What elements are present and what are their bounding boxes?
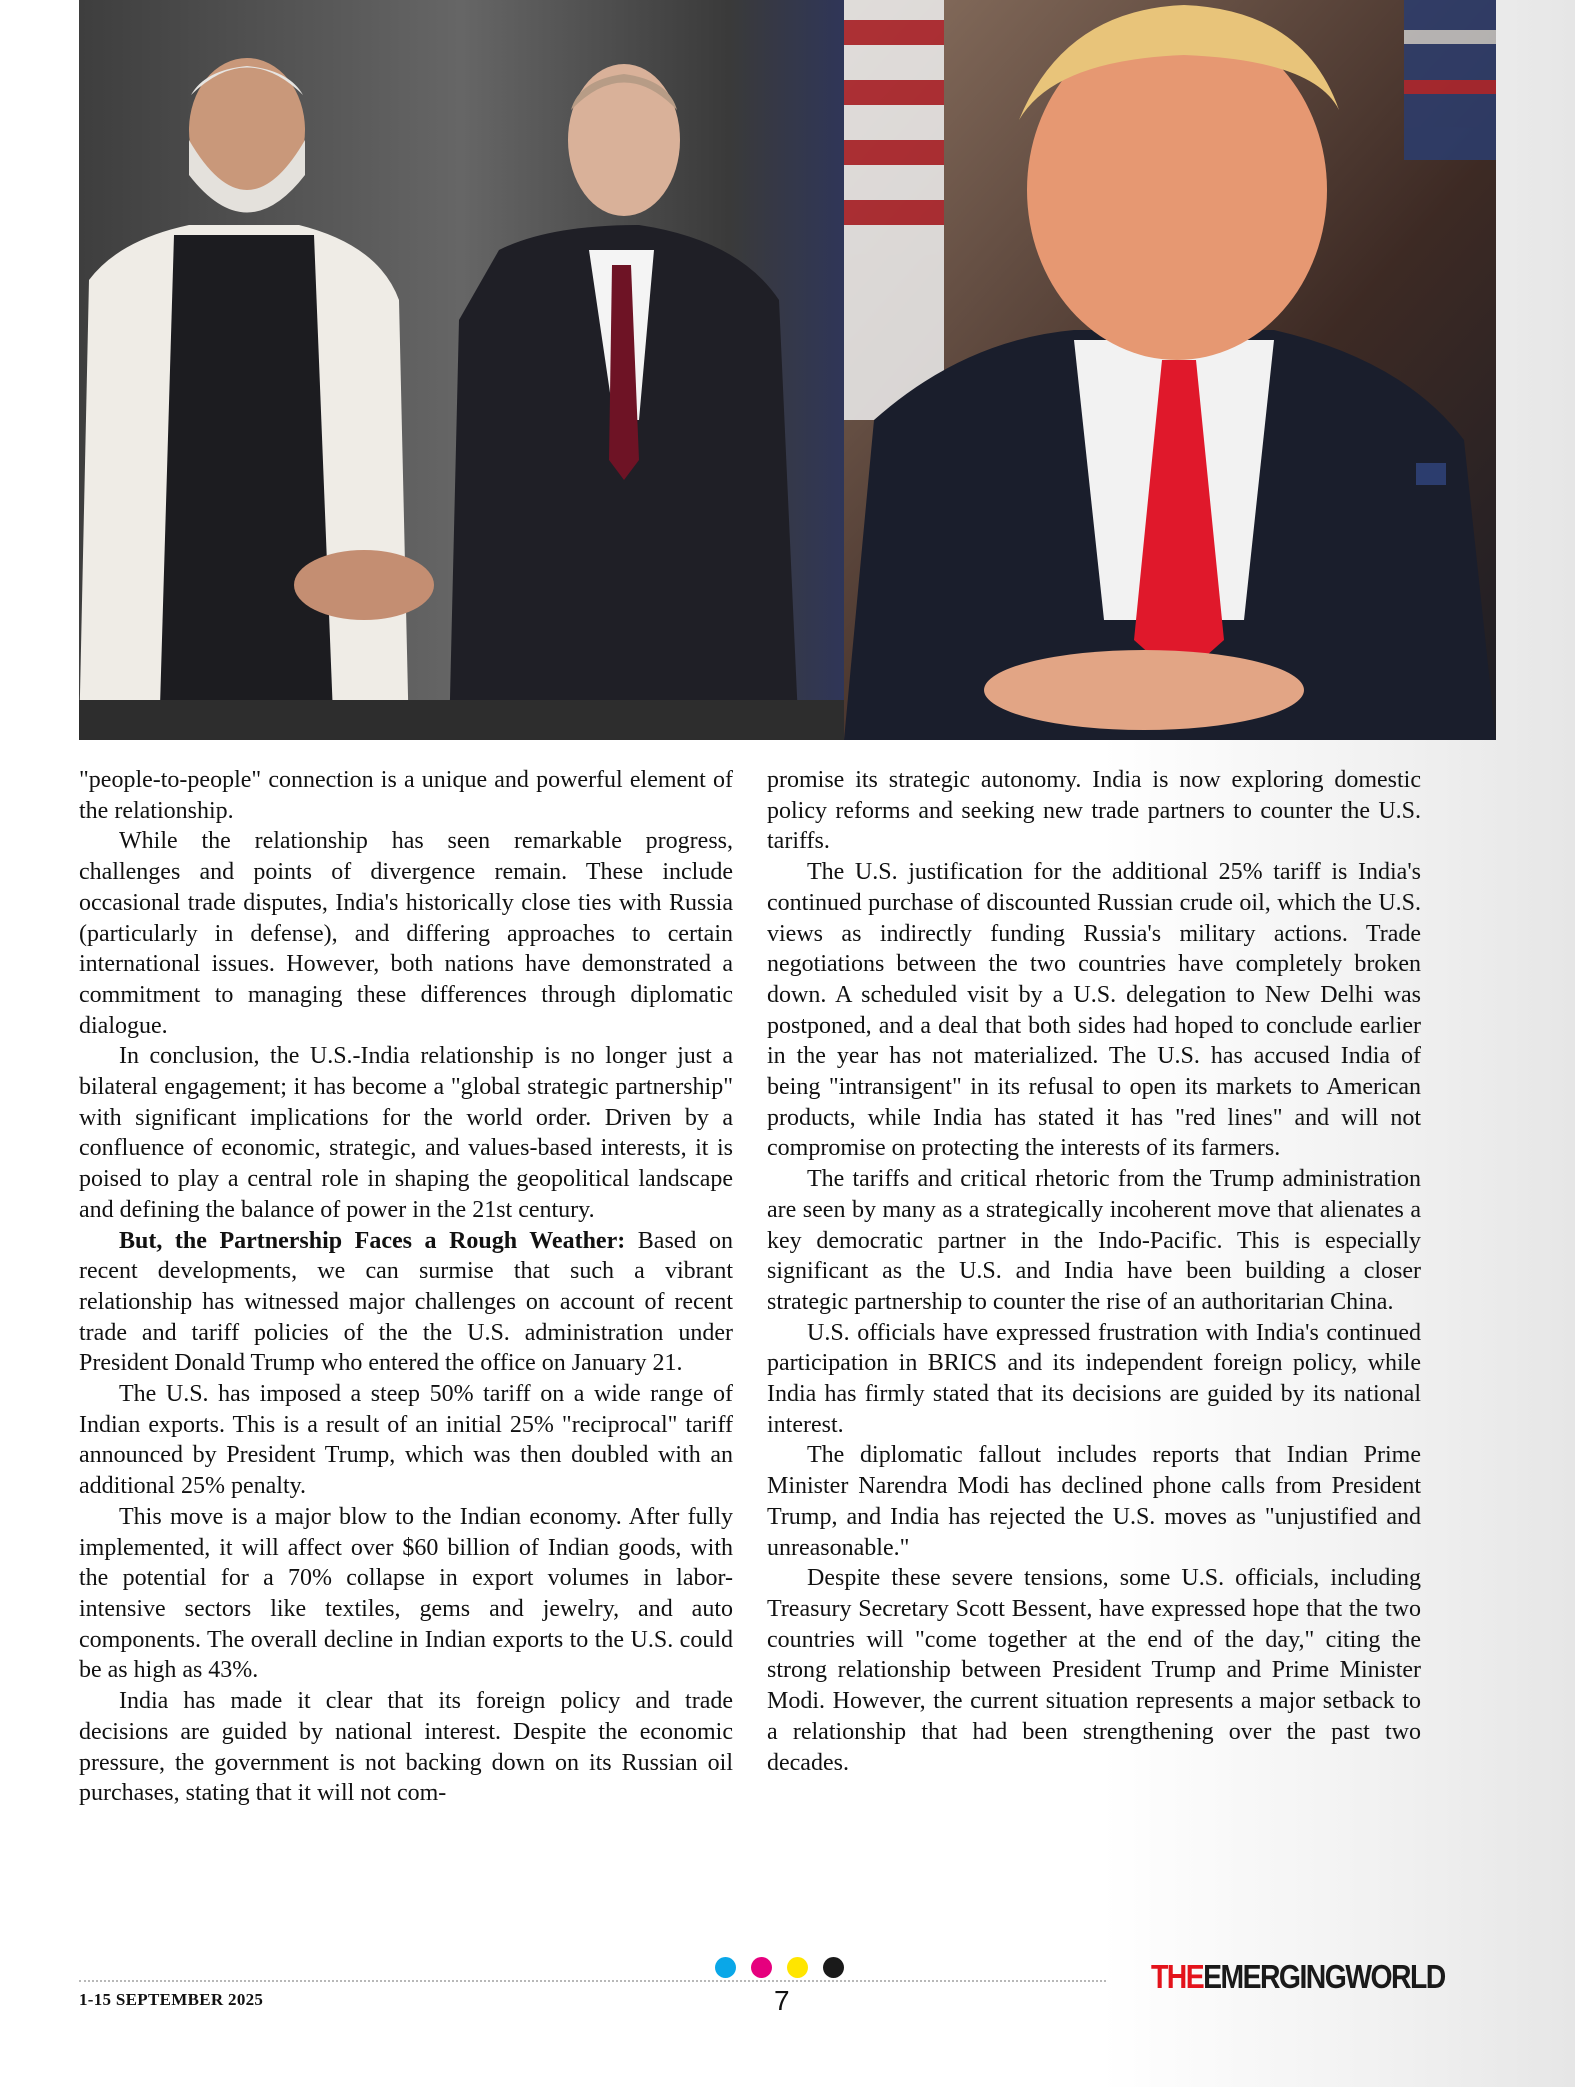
paragraph: The U.S. has imposed a steep 50% tariff on a wide range of Indian exports. This is a result of an initial 25% "reciprocal" tariff announced by President Trump, which was then doubled with an additional 25% penalty. xyxy=(79,1381,733,1500)
page-number: 7 xyxy=(774,1985,790,2016)
publication-logo xyxy=(1151,1958,1445,1996)
paragraph: "people-to-people" connection is a unique and powerful element of the relationship. xyxy=(79,767,733,824)
paragraph: U.S. officials have expressed frustration with India's continued participation in BRICS and its independent foreign policy, while India has firmly stated that its decisions are guided by its national interest. xyxy=(767,1319,1421,1438)
article-column-left xyxy=(79,765,733,1809)
logo-the: THE xyxy=(1151,1958,1204,1995)
black-dot xyxy=(823,1957,844,1978)
paragraph: The U.S. justification for the additional 25% tariff is India's continued purchase of discounted Russian crude oil, which the U.S. views as indirectly funding Russia's military actions. Trade negotiations between the two countries have completely broken down. A scheduled visit by a U.S. delegation to New Delhi was postponed, and a deal that both sides had hoped to conclude earlier in the year has not materialized. The U.S. has accused India of being "intransigent" in its refusal to open its markets to American products, while India has stated it has "red lines" and will not compromise on protecting the interests of its farmers. xyxy=(767,859,1421,1162)
paragraph: India has made it clear that its foreign policy and trade decisions are guided by national interest. Despite the economic pressure, the government is not backing down on its Russian oil purchases, stating that it will not com- xyxy=(79,1688,733,1807)
registration-color-marks xyxy=(715,1957,859,1979)
cyan-dot xyxy=(715,1957,736,1978)
paragraph: Despite these severe tensions, some U.S. officials, including Treasury Secretary Scott Bessent, have expressed hope that the two countries will "come together at the end of the day," citing the strong relationship between President Trump and Prime Minister Modi. However, the current situation represents a major setback to a relationship that had been strengthening over the past two decades. xyxy=(767,1565,1421,1776)
two-leaders-handshake-photo xyxy=(79,0,844,740)
footer-divider xyxy=(79,1980,1106,1982)
magenta-dot xyxy=(751,1957,772,1978)
article-column-right xyxy=(767,765,1421,1778)
paragraph: The tariffs and critical rhetoric from the Trump administration are seen by many as a strategically incoherent move that alienates a key democratic partner in the Indo-Pacific. This is especially significant as the U.S. and India have been building a closer strategic partnership to counter the rise of an authoritarian China. xyxy=(767,1166,1421,1315)
paragraph: This move is a major blow to the Indian economy. After fully implemented, it will affect over $60 billion of Indian goods, with the potential for a 70% collapse in export volumes in labor-intensive sectors like textiles, gems and jewelry, and auto components. The overall decline in Indian exports to the U.S. could be as high as 43%. xyxy=(79,1503,733,1684)
paragraph: In conclusion, the U.S.-India relationship is no longer just a bilateral engagement; it has become a "global strategic partnership" with significant implications for the world order. Driven by a confluence of economic, strategic, and values-based interests, it is poised to play a central role in shaping the geopolitical landscape and defining the balance of power in the 21st century. xyxy=(79,1043,733,1223)
section-heading: But, the Partnership Faces a Rough Weather: xyxy=(119,1227,626,1254)
paragraph: promise its strategic autonomy. India is now exploring domestic policy reforms and seeking new trade partners to counter the U.S. tariffs. xyxy=(767,767,1421,855)
article-photos xyxy=(79,0,1496,740)
paragraph: While the relationship has seen remarkable progress, challenges and points of divergence remain. These include occasional trade disputes, India's historically close ties with Russia (particularly in defense), and differing approaches to certain international issues. However, both nations have demonstrated a commitment to managing these differences through diplomatic dialogue. xyxy=(79,828,733,1039)
paragraph: The diplomatic fallout includes reports that Indian Prime Minister Narendra Modi has declined phone calls from President Trump, and India has rejected the U.S. moves as "unjustified and unreasonable." xyxy=(767,1442,1421,1561)
logo-name: EMERGINGWORLD xyxy=(1203,1958,1445,1995)
paragraph-text: Based on recent developments, we can surmise that such a vibrant relationship has witnessed major challenges on account of recent trade and tariff policies of the the U.S. administration under President Donald Trump who entered the office on January 21. xyxy=(79,1227,733,1377)
leader-portrait-photo xyxy=(844,0,1496,740)
issue-date: 1-15 SEPTEMBER 2025 xyxy=(79,1990,264,2009)
yellow-dot xyxy=(787,1957,808,1978)
paragraph xyxy=(79,1226,733,1380)
